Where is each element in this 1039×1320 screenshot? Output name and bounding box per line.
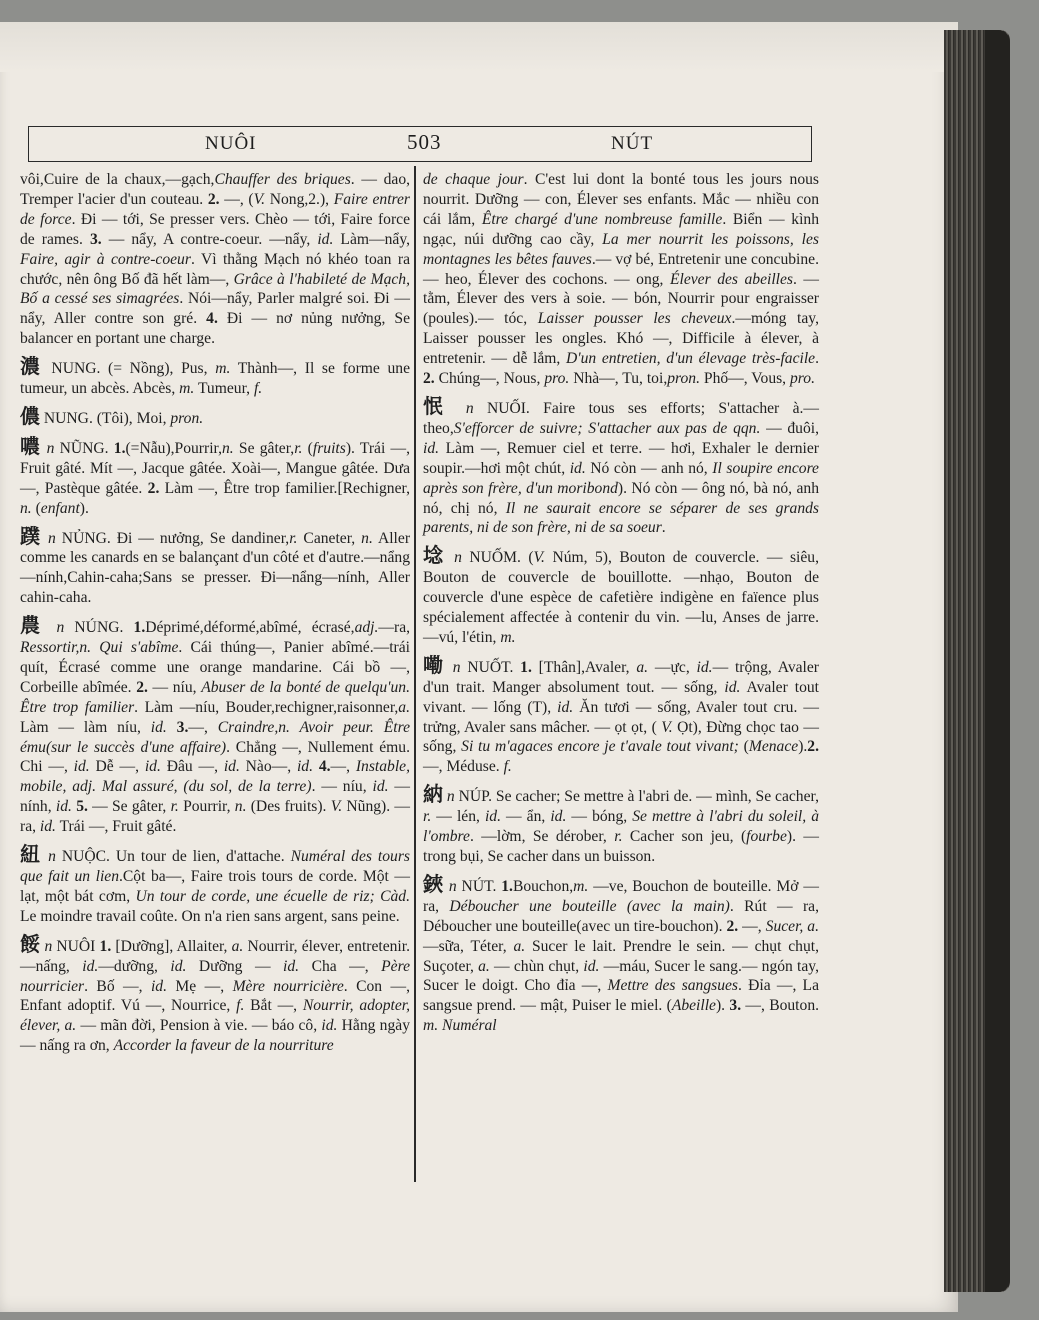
book-binding bbox=[985, 30, 1010, 1292]
page-shadow bbox=[0, 22, 958, 72]
dictionary-entry: 納 n NÚP. Se cacher; Se mettre à l'abri de. — mình, Se cacher, r. — lén, id. — ẩn, id. — bóng, Se mettre à l'abri du soleil, à l'ombre. —lờm, Se dérober, r. Cacher son jeu, (fourbe). —trong bụi, Se cacher dans un buisson. bbox=[423, 782, 820, 865]
dictionary-entry: 噥 n NŨNG. 1.(=Nẫu),Pourrir,n. Se gâter,r. (fruits). Trái —, Fruit gâté. Mít —, Jacque gâtée. Xoài—, Mangue gâtée. Dưa—, Pastèque gâtée. 2. Làm —, Être trop familier.[Rechigner, n. (enfant). bbox=[20, 433, 410, 517]
dictionary-entry: 蹼 n NỦNG. Đi — nưởng, Se dandiner,r. Caneter, n. Aller comme les canards en se balançant d'un côté et d'autre.—nẩng—nính,Cahin-caha;Sans se presser. Đi—nẩng—nính, Aller cahin-caha. bbox=[20, 523, 411, 607]
dictionary-entry: 農 n NÚNG. 1.Déprimé,déformé,abîmé, écrasé,adj.—ra, Ressortir,n. Qui s'abîme. Cái thúng—, Panier abîmé.—trái quít, Écrasé comme une orange mandarine. Cái bồ —, Corbeille abîmée. 2. — níu, Abuser de la bonté de quelqu'un. Être trop familier. Làm —níu, Bouder,rechigner,raisonner,a. Làm — làm níu, id. 3.—, Craindre,n. Avoir peur. Être ému(sur le succès d'une affaire). Chẳng —, Nullement ému. Chi —, id. Dễ —, id. Đâu —, id. Nào—, id. 4.—, Instable, mobile, adj. Mal assuré, (du sol, de la terre). — níu, id. — nính, id. 5. — Se gâter, r. Pourrir, n. (Des fruits). V. Nũng). — ra, id. Trái —, Fruit gâté. bbox=[20, 613, 411, 836]
right-column bbox=[423, 170, 819, 1036]
dictionary-entry: 濃 NUNG. (= Nồng), Pus, m. Thành—, Il se forme une tumeur, un abcès. Abcès, m. Tumeur, f. bbox=[20, 354, 410, 398]
left-column bbox=[20, 170, 410, 1056]
dictionary-entry: 餒 n NUÔI 1. [Dưỡng], Allaiter, a. Nourrir, élever, entretenir.—nấng, id.—dưỡng, id. Dưỡng — id. Cha —, Père nourricier. Bố —, id. Mẹ —, Mère nourricière. Con —, Enfant adoptif. Vú —, Nourrice, f. Bắt —, Nourrir, adopter, élever, a. — mãn đời, Pension à vie. — báo cô, id. Hằng ngày — nấng ra ơn, Accorder la faveur de la nourriture bbox=[20, 931, 411, 1055]
dictionary-entry: de chaque jour. C'est lui dont la bonté tous les jours nous nourrit. Dưỡng — con, Élever ses enfants. Mắc — nhiều con cái lắm, Être chargé d'une nombreuse famille. Biển — kình ngạc, núi dưỡng cao cầy, La mer nourrit les poissons, les montagnes les bêtes fauves.— vợ bé, Entretenir une concubine.— heo, Élever des cochons. — ong, Élever des abeilles. — tằm, Élever des vers à soie. — bón, Nourrir pour engraisser (poules).— tóc, Laisser pousser les cheveux.—móng tay, Laisser pousser les ongles. Khó —, Difficile à élever, à entretenir. — dễ lắm, D'un entretien, d'un élevage très-facile. 2. Chúng—, Nous, pro. Nhà—, Tu, toi,pron. Phố—, Vous, pro. bbox=[423, 171, 820, 388]
dictionary-entry: 怋 n NUỐI. Faire tous ses efforts; S'attacher à.—theo,S'efforcer de suivre; S'attacher aux pas de qqn. — đuôi, id. Làm —, Remuer ciel et terre. — hơi, Exhaler le dernier soupir.—hơi một chút, id. Nó còn — anh nó, Il soupire encore après son frère, d'un moribond). Nó còn — ông nó, bà nó, anh nó, chị nó, Il ne saurait encore se séparer de ses grands parents, ni de son frère, ni de sa soeur. bbox=[423, 393, 820, 537]
dictionary-entry: 嘞 n NUỐT. 1. [Thân],Avaler, a. —ực, id.— trộng, Avaler d'un trait. Manger absolument tout. — sống, id. Avaler tout vivant. — lống (T), id. Ăn tươi — sống, Avaler tout cru. — trửng, Avaler sans mâcher. — ọt ọt, ( V. Ọt), Đừng chọc tao — sống, Si tu m'agaces encore je t'avale tout vivant; (Menace).2.—, Méduse. f. bbox=[423, 652, 819, 776]
dictionary-entry: 儂 NUNG. (Tôi), Moi, pron. bbox=[20, 403, 204, 428]
column-divider bbox=[414, 166, 416, 1182]
running-header bbox=[28, 126, 812, 162]
header-left-word: NUÔI bbox=[205, 133, 257, 154]
header-right-word: NÚT bbox=[611, 133, 654, 154]
dictionary-entry: 埝 n NUỐM. (V. Núm, 5), Bouton de couvercle. — siêu, Bouton de couvercle de bouillotte. —nhạo, Bouton de couvercle d'une espèce de cafetière indigène en faïence plus spécialement affectée à contenir du vin. —lu, Anses de jarre. —vú, l'étin, m. bbox=[423, 543, 819, 646]
dictionary-entry: vôi,Cuire de la chaux,—gạch,Chauffer des briques. — dao, Tremper l'acier d'un couteau. 2. —, (V. Nong,2.), Faire entrer de force. Đi — tới, Se presser vers. Chèo — tới, Faire force de rames. 3. — nẩy, A contre-coeur. —nẩy, id. Làm—nẩy, Faire, agir à contre-coeur. Vì thằng Mạch nó khéo toan ra chước, nên ông Bố đã hết làm—, Grâce à l'habileté de Mạch, Bố a cessé ses simagrées. Nói—nẩy, Parler malgré soi. Đi —nẩy, Aller contre son gré. 4. Đi — nơ nủng nưởng, Se balancer en portant une charge. bbox=[20, 171, 411, 348]
dictionary-entry: 鋏 n NÚT. 1.Bouchon,m. —ve, Bouchon de bouteille. Mở — ra, Déboucher une bouteille (avec la main). Rút — ra, Déboucher une bouteille(avec un tire-bouchon). 2. —, Sucer, a. —sữa, Téter, a. Sucer le lait. Prendre le sein. — chụt chụt, Suçoter, a. — chùn chụt, id. —máu, Sucer le sang.— ngón tay, Sucer le doigt. Cho đỉa —, Mettre des sangsues. Đỉa —, La sangsue prend. — mật, Puiser le miel. (Abeille). 3. —, Bouton. m. Numéral bbox=[423, 871, 820, 1035]
page-number: 503 bbox=[407, 130, 442, 154]
dictionary-entry: 紐 n NUỘC. Un tour de lien, d'attache. Numéral des tours que fait un lien.Cột ba—, Faire trois tours de corde. Một — lạt, một bát cơm, Un tour de corde, une écuelle de riz; Càd. Le moindre travail coûte. On n'a rien sans argent, sans peine. bbox=[20, 842, 410, 925]
